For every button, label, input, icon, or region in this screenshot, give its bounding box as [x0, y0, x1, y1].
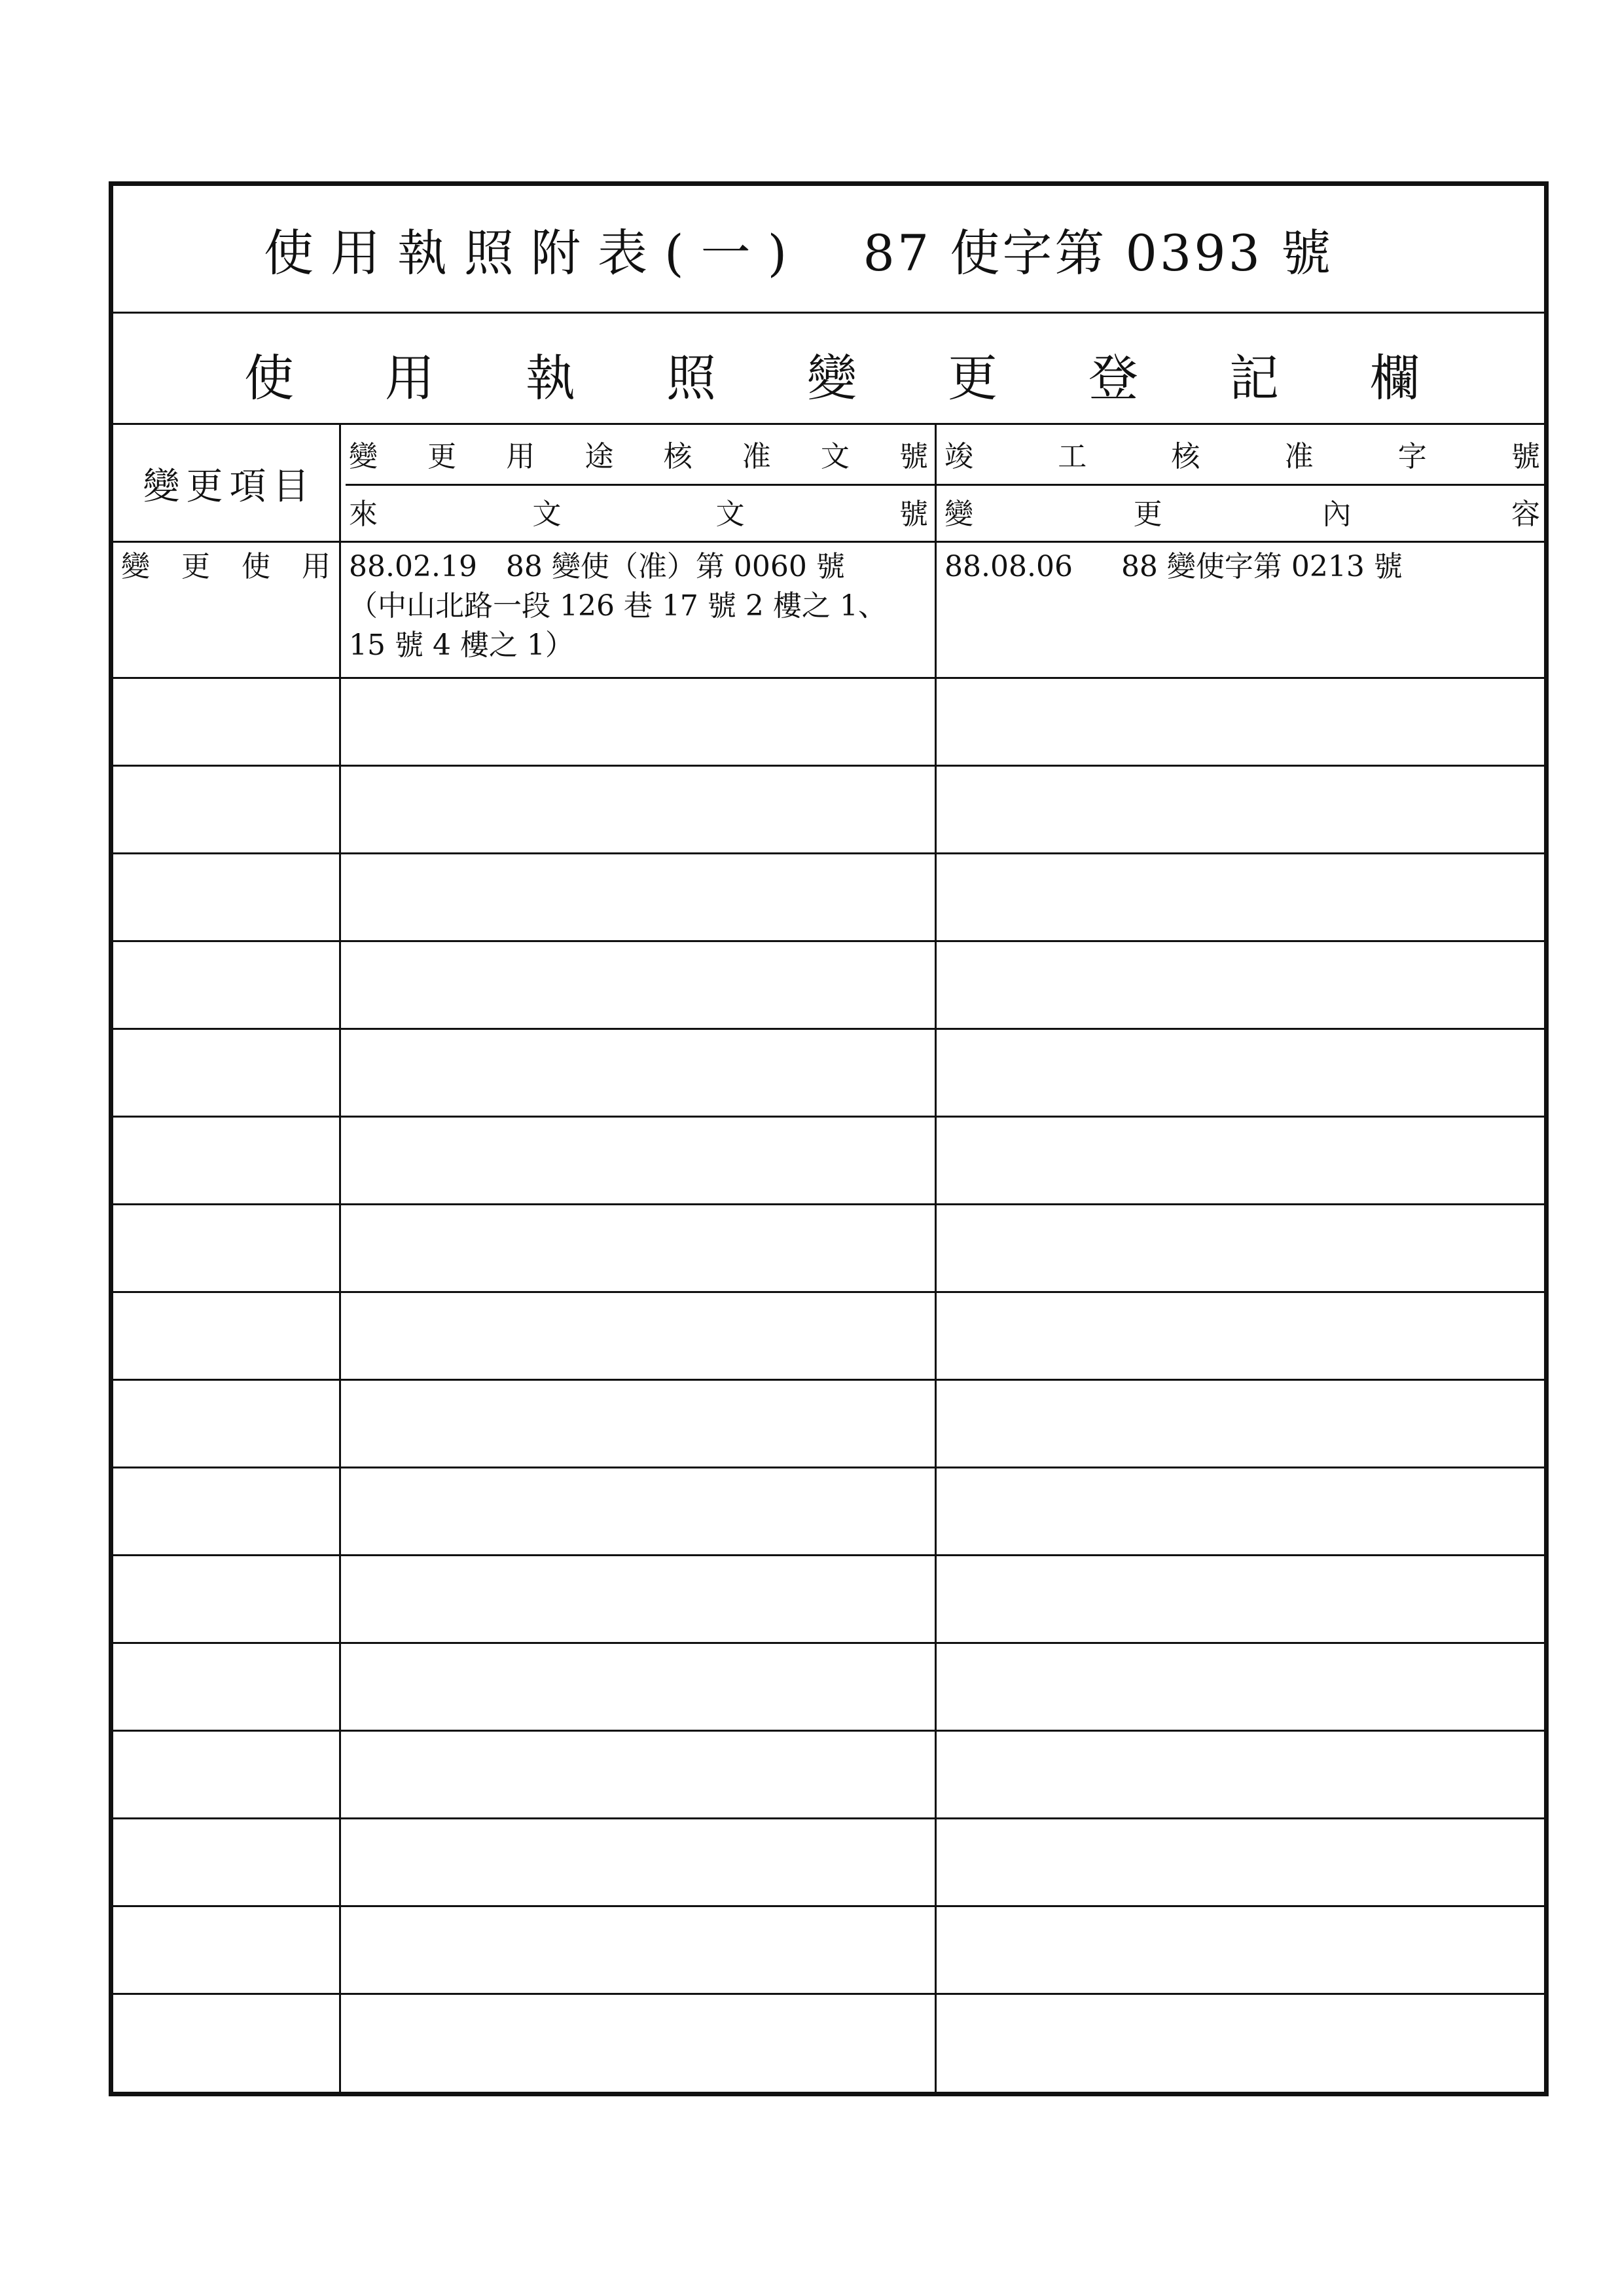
row-line	[113, 852, 1544, 854]
subtitle-char: 用	[385, 349, 435, 407]
completion-date: 88.08.06	[944, 550, 1073, 583]
approval-line: （中山北路一段 126 巷 17 號 2 樓之 1、	[349, 589, 887, 623]
row-line	[113, 677, 1544, 679]
row-line	[113, 1379, 1544, 1381]
subtitle-char: 記	[1229, 349, 1279, 407]
header-approval-doc: 變 更 用 途 核 准 文 號	[349, 440, 928, 473]
header-change-content: 變 更 內 容	[944, 498, 1540, 531]
subtitle-char: 照	[666, 349, 716, 407]
form-title	[113, 186, 1544, 314]
subtitle-char: 執	[526, 349, 575, 407]
row-line	[113, 1291, 1544, 1293]
row-line	[113, 1467, 1544, 1468]
title-part-no: (一)	[664, 224, 804, 282]
subtitle-char: 登	[1088, 349, 1138, 407]
row-line	[113, 1116, 1544, 1118]
row-approval-doc	[349, 547, 928, 665]
approval-line: 15 號 4 樓之 1）	[349, 629, 574, 662]
completion-no: 88 變使字第 0213 號	[1121, 550, 1403, 583]
row-line	[113, 765, 1544, 767]
column-divider	[935, 425, 937, 2092]
subtitle-char: 使	[244, 349, 294, 407]
subtitle-char: 變	[807, 349, 857, 407]
title-char: 附	[531, 224, 598, 282]
header-incoming-doc: 來 文 文 號	[349, 498, 928, 531]
row-line	[113, 1642, 1544, 1644]
row-line	[113, 1028, 1544, 1030]
title-char: 執	[397, 224, 464, 282]
row-line	[113, 1203, 1544, 1205]
section-title	[113, 314, 1544, 425]
row-line	[113, 1817, 1544, 1819]
row-change-item: 變 更 使 用	[121, 550, 331, 583]
header-completion-no: 竣 工 核 准 字 號	[944, 440, 1540, 473]
row-line	[113, 1730, 1544, 1732]
license-number: 87 使字第 0393 號	[863, 224, 1334, 282]
row-line	[113, 940, 1544, 942]
header-change-item: 變更項目	[143, 465, 316, 508]
row-line	[113, 1993, 1544, 1995]
subtitle-char: 更	[948, 349, 998, 407]
row-completion	[944, 547, 1540, 587]
title-char: 表	[598, 224, 664, 282]
title-char: 用	[331, 224, 397, 282]
title-char: 使	[264, 224, 331, 282]
title-char: 照	[464, 224, 531, 282]
row-line	[113, 1905, 1544, 1907]
subtitle-char: 欄	[1370, 349, 1420, 407]
approval-line: 88.02.19 88 變使（准）第 0060 號	[349, 550, 845, 583]
registration-form	[109, 181, 1549, 2096]
row-line	[113, 1554, 1544, 1556]
column-divider	[339, 425, 341, 2092]
header-bottom-line	[113, 541, 1544, 543]
